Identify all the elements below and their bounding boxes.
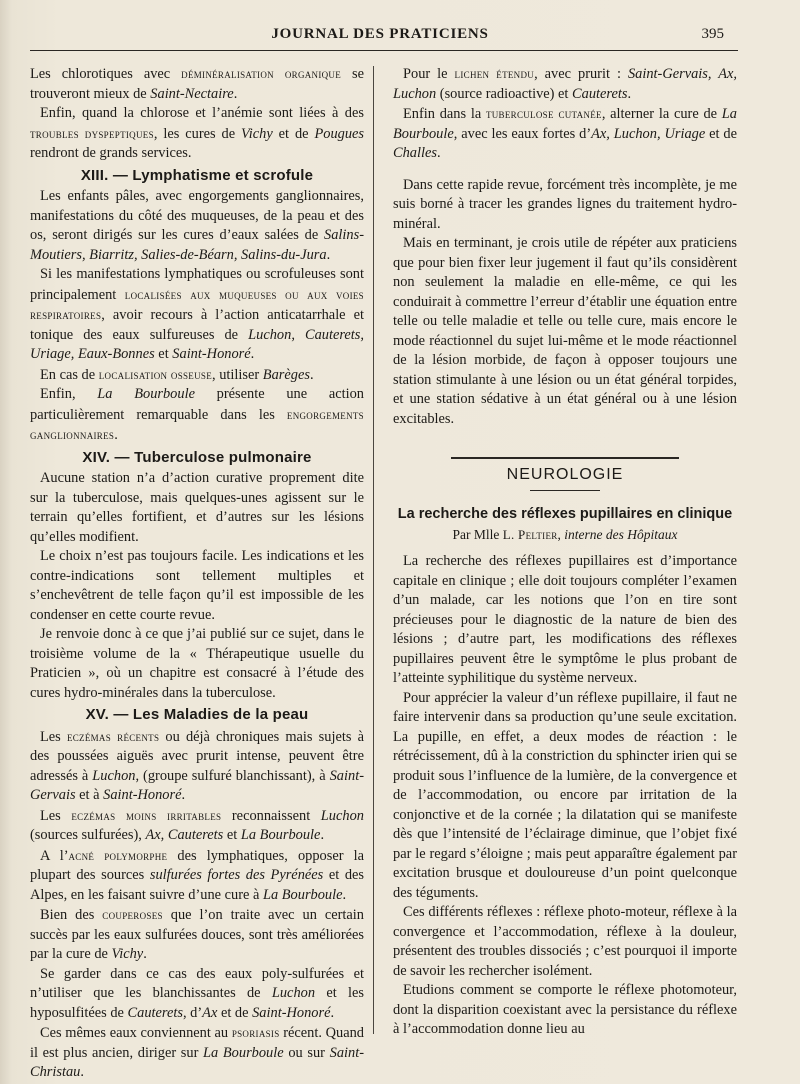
paragraph: Enfin dans la tuberculose cutanée, alterner la cure de La Bourboule, avec les eaux fortes d’Ax, Luchon, Uriage et de Challes. [393,106,737,161]
paragraph: Les eczémas moins irritables reconnaissent Luchon (sources sulfurées), Ax, Cauterets et La Bourboule. [30,807,364,843]
paragraph: Les chlorotiques avec déminéralisation organique se trouveront mieux de Saint-Nectaire. [30,66,364,102]
paragraph: Dans cette rapide revue, forcément très incomplète, je me suis borné à tracer les grandes lignes du traitement hydro-minéral. [393,176,737,232]
section-rule [451,457,679,459]
paragraph: Les eczémas récents ou déjà chroniques mais sujets à des poussées aiguës avec prurit intense, peuvent être adressés à Luchon, (groupe sulfuré blanchissant), à Saint-Gervais et à Saint-Honoré. [30,728,364,803]
article-title: La recherche des réflexes pupillaires en clinique [397,505,733,522]
section-heading-xiii: XIII. — Lymphatisme et scrofule [80,166,314,184]
section-heading-xv: XV. — Les Maladies de la peau [85,706,309,723]
paragraph: Pour le lichen étendu, avec prurit : Saint-Gervais, Ax, Luchon (source radioactive) et Cauterets. [393,66,737,102]
column-separator [373,66,374,1034]
running-title: JOURNAL DES PRATICIENS [271,26,489,42]
paragraph: Le choix n’est pas toujours facile. Les indications et les contre-indications sont tellement multiples et s’enchevêtrent de telle façon qu’il est impossible de les condenser en cette courte revue. [30,548,364,623]
page-header [0,18,800,52]
paragraph: En cas de localisation osseuse, utiliser Barèges. [40,366,314,383]
paragraph: Pour apprécier la valeur d’un réflexe pupillaire, il faut ne faire intervenir dans sa production qu’une seule excitation. La pupille, en effet, a deux modes de réaction : le rétrécissement, dû à la constriction du sphincter irien qui se produit sous l’influence de la lumière, de la convergence et de l’accommodation, ou encore par irritation de la conjonctive et de la cornée ; la dilatation qui se manifeste dès que l’intensité de l’éclairage diminue, que l’objet fixé par le regard s’éloigne ; mais peut apparaître également par excitation brusque et douloureuse d’un point quelconque des téguments. [393,689,737,901]
paragraph: A l’acné polymorphe des lymphatiques, opposer la plupart des sources sulfurées fortes des Pyrénées et des Alpes, en les faisant suivre d’une cure à La Bourboule. [30,847,364,903]
paragraph: Les enfants pâles, avec engorgements ganglionnaires, manifestations du côté des muqueuses, de la peau et des os, seront dirigés sur les cures d’eaux salées de Salins-Moutiers, Biarritz, Salies-de-Béarn, Salins-du-Jura. [30,188,364,263]
paragraph: Enfin, quand la chlorose et l’anémie sont liées à des troubles dyspeptiques, les cures de Vichy et de Pougues rendront de grands services. [30,105,365,161]
paragraph: Se garder dans ce cas des eaux poly-sulfurées et n’utiliser que les blanchissantes de Luchon et les hyposulfitées de Cauterets, d’Ax et de Saint-Honoré. [30,965,364,1021]
paragraph: Etudions comment se comporte le réflexe photomoteur, dont la disparition coexistant avec la persistance du réflexe à l’accommodation donne lieu au [393,982,737,1037]
section-underline [530,490,600,491]
section-heading-xiv: XIV. — Tuberculose pulmonaire [82,448,312,466]
paragraph: La recherche des réflexes pupillaires est d’importance capitale en clinique ; elle doit toujours compléter l’examen d’un malade, car les notions que l’on en tire sont précieuses pour le diagnostic de la nature de bien des lésions ; d’autre part, les modifications des réflexes pupillaires peuvent être le symptôme le plus probant de l’atteinte syphilitique du système nerveux. [393,553,737,686]
right-column [393,64,737,1040]
paragraph: Ces mêmes eaux conviennent au psoriasis récent. Quand il est plus ancien, diriger sur La Bourboule ou sur Saint-Christau. [30,1025,364,1080]
page-number: 395 [701,26,724,42]
paragraph: Bien des couperoses que l’on traite avec un certain succès par les eaux sulfurées douces, sont très améliorées par la cure de Vichy. [30,907,365,962]
header-rule [30,50,738,51]
section-header [393,457,737,491]
section-title: NEUROLOGIE [506,466,624,483]
paragraph: Ces différents réflexes : réflexe photo-moteur, réflexe à la convergence et l’accommodation, réflexe à la douleur, présentent des troubles dissociés ; c’est pourquoi il importe de savoir les rechercher isolément. [393,904,737,979]
paragraph: Je renvoie donc à ce que j’ai publié sur ce sujet, dans le troisième volume de la « Thérapeutique usuelle du Praticien », où un chapitre est consacré à l’étude des cures hydro-minérales dans la tuberculose. [30,626,364,701]
paragraph: Enfin, La Bourboule présente une action particulièrement remarquable dans les engorgements ganglionnaires. [30,386,364,443]
paragraph: Si les manifestations lymphatiques ou scrofuleuses sont principalement localisées aux muqueuses ou aux voies respiratoires, avoir recours à l’action anticatarrhale et tonique des eaux sulfureuses de Luchon, Cauterets, Uriage, Eaux-Bonnes et Saint-Honoré. [30,266,364,362]
paragraph: Aucune station n’a d’action curative proprement dite sur la tuberculose, mais quelques-unes agissent sur le terrain qu’elles fortifient, et d’autres sur les lésions qu’elles modifient. [30,470,364,545]
article-byline: Par Mlle L. Peltier, interne des Hôpitaux [452,526,678,542]
left-column [30,64,364,1083]
paragraph: Mais en terminant, je crois utile de répéter aux praticiens que pour bien fixer leur jugement il faut qu’ils considèrent non seulement la maladie en elle-même, ce qui les conduirait à commettre l’erreur d’établir une équation entre telle ou telle maladie et telle ou telle cure, mais encore le mode réactionnel du sujet lui-même et le mode réactionnel de la lésion morbide, de façon à opposer toujours une station stimulante à une lésion ou un état général torpides, et une station sédative à un état général ou à une lésion excitables. [393,235,737,427]
